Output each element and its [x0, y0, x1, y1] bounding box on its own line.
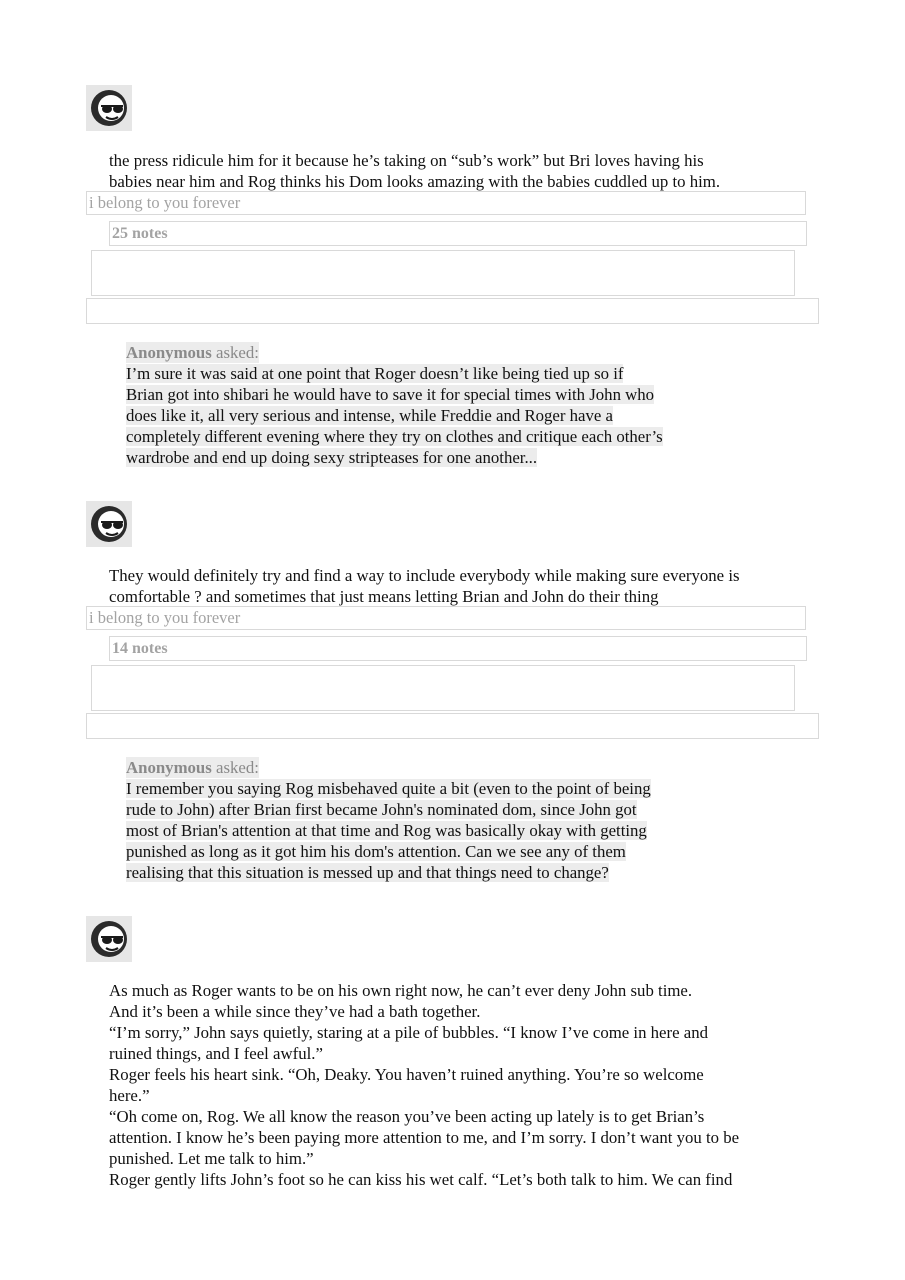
post-actions-area: [91, 665, 795, 711]
post-body-line: As much as Roger wants to be on his own right now, he can’t ever deny John sub time.: [109, 981, 693, 1000]
ask-line: rude to John) after Brian first became John's nominated dom, since John got: [126, 800, 637, 819]
post-body-line: attention. I know he’s been paying more attention to me, and I’m sorry. I don’t want you to be: [109, 1128, 740, 1147]
post-body: [109, 150, 809, 192]
sunglasses-face-icon: [89, 88, 129, 128]
post-body-line: here.”: [109, 1086, 150, 1105]
post-body-line: the press ridicule him for it because he’s taking on “sub’s work” but Bri loves having his: [109, 151, 704, 170]
post-body-line: And it’s been a while since they’ve had a bath together.: [109, 1002, 481, 1021]
post-body-line: ruined things, and I feel awful.”: [109, 1044, 323, 1063]
post-body: [109, 565, 809, 607]
post-body: [109, 980, 809, 1190]
asker-name[interactable]: Anonymous: [126, 758, 212, 777]
asker-line: [126, 757, 259, 778]
ask-line: I remember you saying Rog misbehaved quite a bit (even to the point of being: [126, 779, 651, 798]
ask-line: punished as long as it got him his dom's attention. Can we see any of them: [126, 842, 626, 861]
ask-line: most of Brian's attention at that time and Rog was basically okay with getting: [126, 821, 647, 840]
ask-line: does like it, all very serious and intense, while Freddie and Roger have a: [126, 406, 613, 425]
notes-count[interactable]: 25 notes: [109, 221, 807, 246]
asker-line: [126, 342, 259, 363]
asked-label: asked:: [216, 758, 259, 777]
post-body-line: babies near him and Rog thinks his Dom looks amazing with the babies cuddled up to him.: [109, 172, 721, 191]
post-body-line: They would definitely try and find a way to include everybody while making sure everyone is: [109, 566, 740, 585]
blog-name-link[interactable]: i belong to you forever: [86, 606, 806, 630]
post-body-line: comfortable ? and sometimes that just means letting Brian and John do their thing: [109, 587, 659, 606]
ask-line: I’m sure it was said at one point that Roger doesn’t like being tied up so if: [126, 364, 624, 383]
ask-line: realising that this situation is messed up and that things need to change?: [126, 863, 609, 882]
ask-line: Brian got into shibari he would have to save it for special times with John who: [126, 385, 655, 404]
asker-name[interactable]: Anonymous: [126, 343, 212, 362]
post-body-line: Roger feels his heart sink. “Oh, Deaky. You haven’t ruined anything. You’re so welcome: [109, 1065, 704, 1084]
ask-question: [126, 342, 746, 468]
post-body-line: “I’m sorry,” John says quietly, staring at a pile of bubbles. “I know I’ve come in here and: [109, 1023, 708, 1042]
post-actions-area: [91, 250, 795, 296]
ask-line: completely different evening where they try on clothes and critique each other’s: [126, 427, 663, 446]
sunglasses-face-icon: [89, 504, 129, 544]
ask-line: wardrobe and end up doing sexy stripteases for one another...: [126, 448, 538, 467]
avatar[interactable]: [86, 916, 132, 962]
asked-label: asked:: [216, 343, 259, 362]
avatar[interactable]: [86, 85, 132, 131]
post-footer: [86, 298, 819, 324]
post-body-line: “Oh come on, Rog. We all know the reason you’ve been acting up lately is to get Brian’s: [109, 1107, 705, 1126]
post-body-line: Roger gently lifts John’s foot so he can kiss his wet calf. “Let’s both talk to him. We can find: [109, 1170, 733, 1189]
avatar[interactable]: [86, 501, 132, 547]
post-body-line: punished. Let me talk to him.”: [109, 1149, 314, 1168]
blog-name-link[interactable]: i belong to you forever: [86, 191, 806, 215]
notes-count[interactable]: 14 notes: [109, 636, 807, 661]
ask-question: [126, 757, 746, 883]
post-footer: [86, 713, 819, 739]
sunglasses-face-icon: [89, 919, 129, 959]
